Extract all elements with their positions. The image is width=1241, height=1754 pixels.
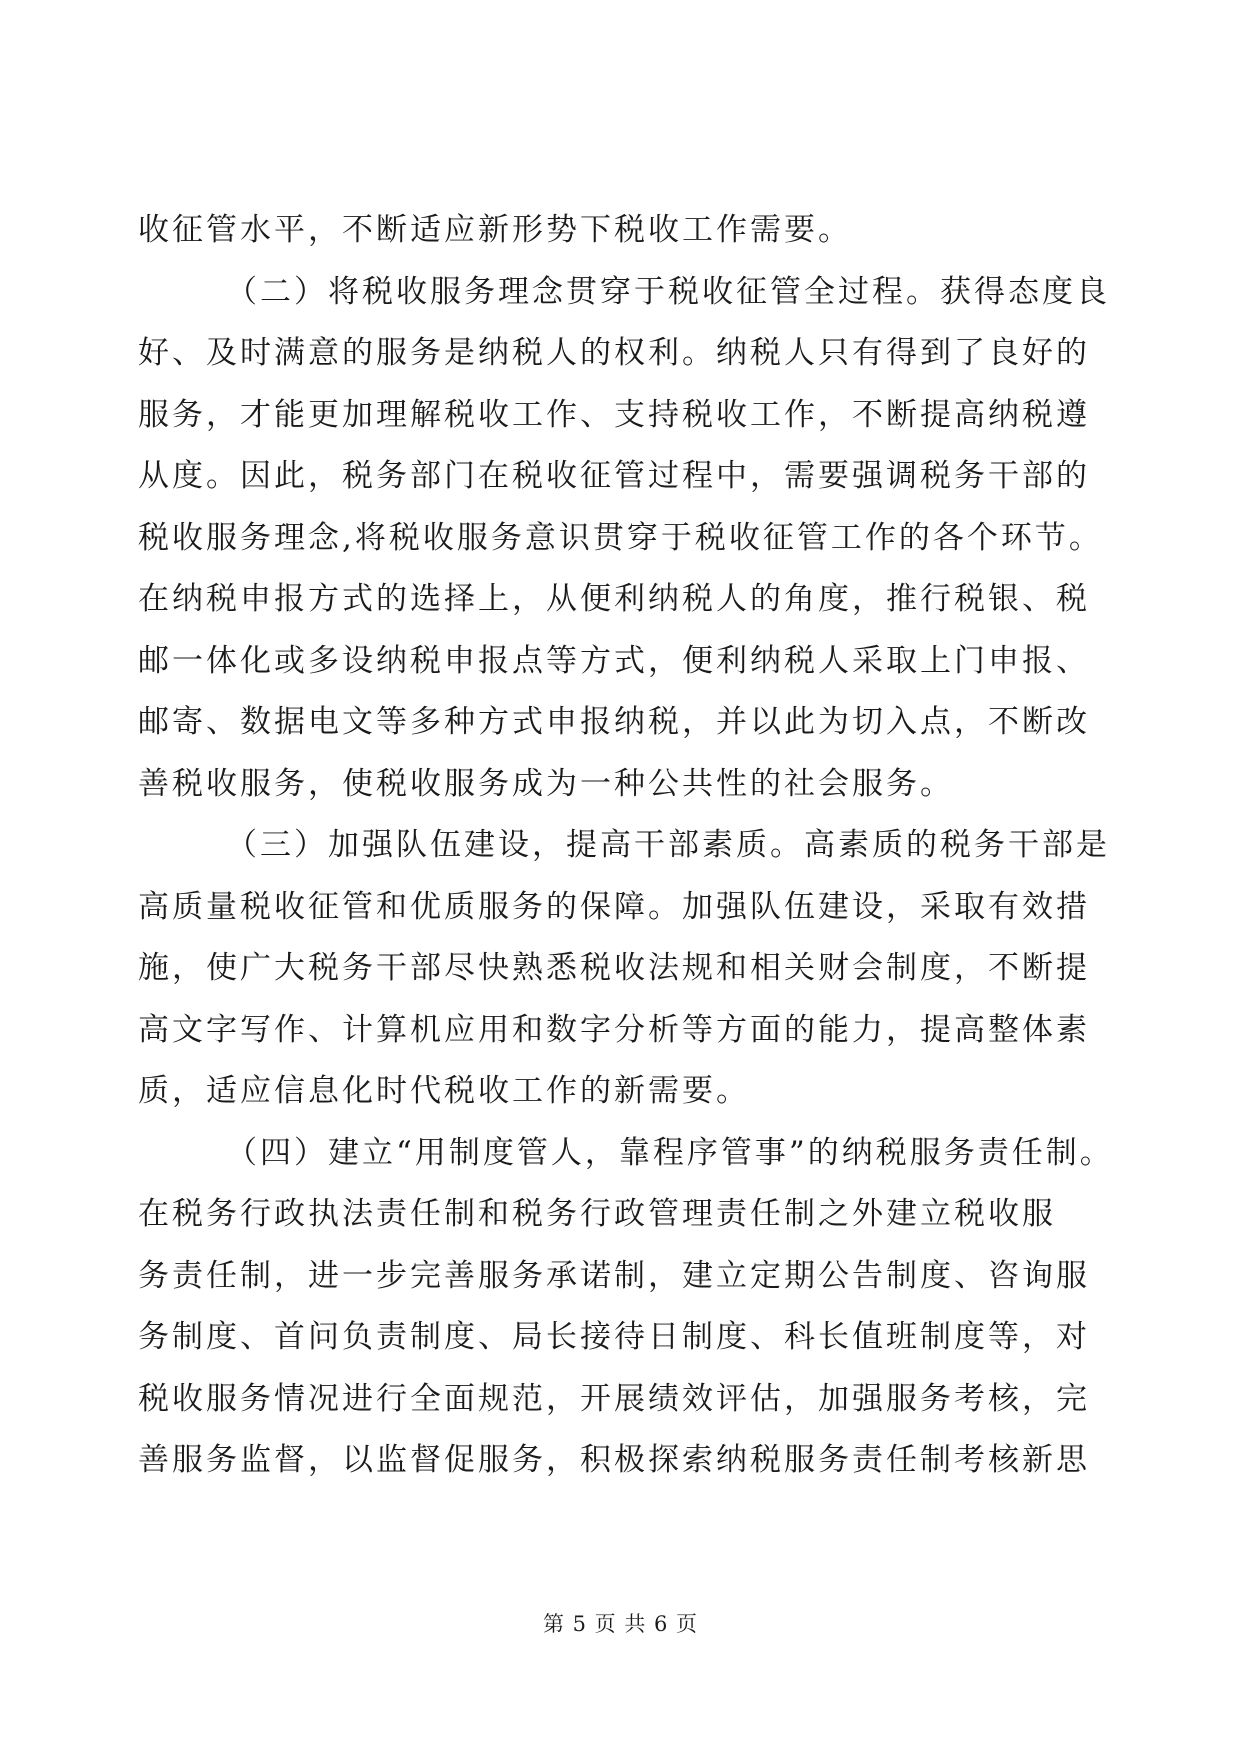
text-line-paragraph-start: （二）将税收服务理念贯穿于税收征管全过程。获得态度良 xyxy=(226,273,1110,310)
text-line: 施，使广大税务干部尽快熟悉税收法规和相关财会制度，不断提 xyxy=(138,950,1090,986)
text-line: 善服务监督，以监督促服务，积极探索纳税服务责任制考核新思 xyxy=(138,1442,1090,1478)
text-line: 务制度、首问负责制度、局长接待日制度、科长值班制度等，对 xyxy=(138,1319,1090,1355)
text-line: 服务，才能更加理解税收工作、支持税收工作，不断提高纳税遵 xyxy=(138,396,1090,433)
text-line-paragraph-start: （四）建立“用制度管人，靠程序管事”的纳税服务责任制。 xyxy=(226,1134,1114,1171)
text-line: 质，适应信息化时代税收工作的新需要。 xyxy=(138,1073,750,1109)
text-line-paragraph-start: （三）加强队伍建设，提高干部素质。高素质的税务干部是 xyxy=(226,827,1110,863)
document-body xyxy=(138,200,1114,1492)
text-line: 好、及时满意的服务是纳税人的权利。纳税人只有得到了良好的 xyxy=(138,335,1090,371)
text-line: 邮一体化或多设纳税申报点等方式，便利纳税人采取上门申报、 xyxy=(138,642,1090,679)
text-line: 收征管水平，不断适应新形势下税收工作需要。 xyxy=(138,212,852,248)
text-line: 邮寄、数据电文等多种方式申报纳税，并以此为切入点，不断改 xyxy=(138,704,1090,740)
text-line: 税收服务理念,将税收服务意识贯穿于税收征管工作的各个环节。 xyxy=(138,519,1103,556)
text-line: 从度。因此，税务部门在税收征管过程中，需要强调税务干部的 xyxy=(138,458,1090,494)
text-line: 在税务行政执法责任制和税务行政管理责任制之外建立税收服 xyxy=(138,1196,1056,1232)
text-line: 高质量税收征管和优质服务的保障。加强队伍建设，采取有效措 xyxy=(138,888,1090,925)
text-line: 善税收服务，使税收服务成为一种公共性的社会服务。 xyxy=(138,765,954,802)
text-line: 税收服务情况进行全面规范，开展绩效评估，加强服务考核，完 xyxy=(138,1380,1090,1417)
text-line: 高文字写作、计算机应用和数字分析等方面的能力，提高整体素 xyxy=(138,1011,1090,1048)
text-line: 务责任制，进一步完善服务承诺制，建立定期公告制度、咨询服 xyxy=(138,1257,1090,1294)
text-line: 在纳税申报方式的选择上，从便利纳税人的角度，推行税银、税 xyxy=(138,581,1090,617)
page-number-footer: 第 5 页 共 6 页 xyxy=(542,1612,699,1636)
